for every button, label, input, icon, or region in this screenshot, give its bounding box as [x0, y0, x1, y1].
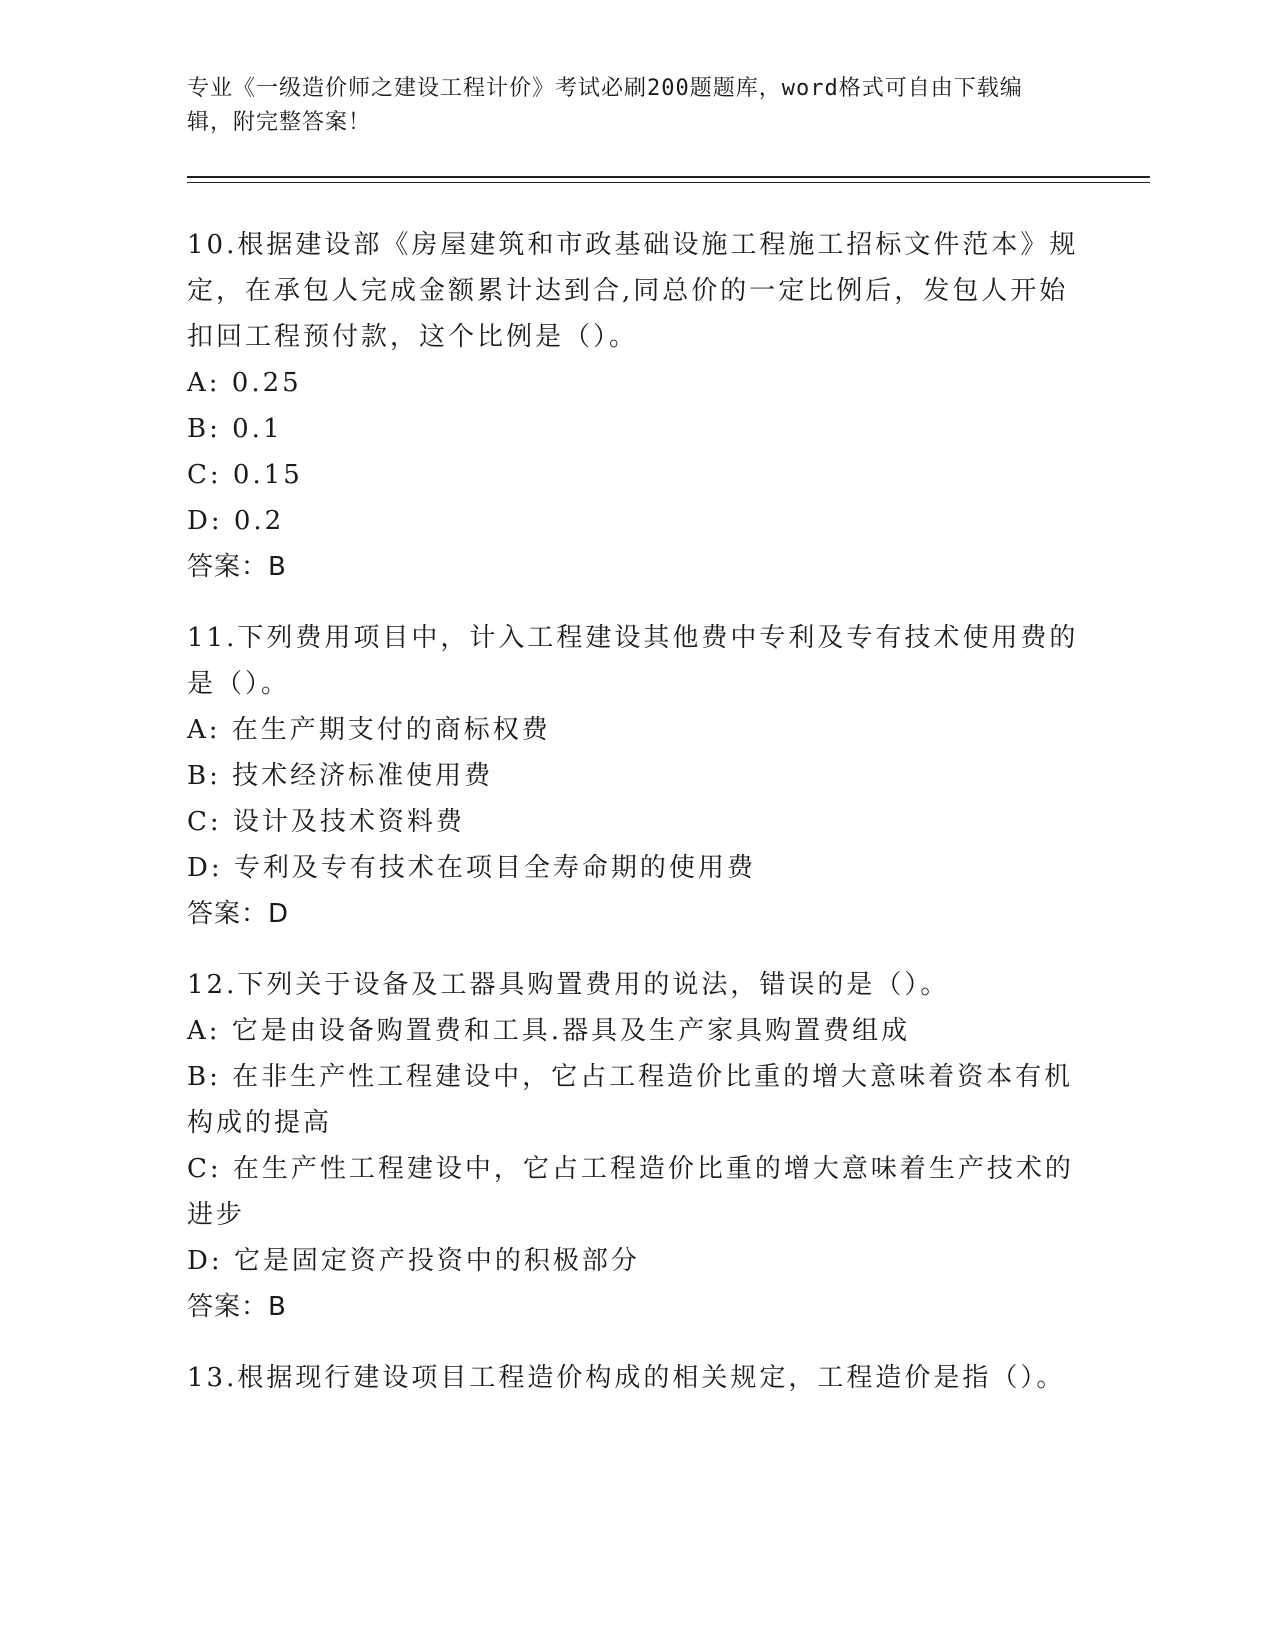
option-d: D: 专利及专有技术在项目全寿命期的使用费 [187, 853, 756, 883]
header-divider-thin [187, 182, 1150, 183]
question-13 [187, 1355, 1087, 1401]
question-stem: 10.根据建设部《房屋建筑和市政基础设施工程施工招标文件范本》规定，在承包人完成金额累计达到合,同总价的一定比例后，发包人开始扣回工程预付款，这个比例是（）。 [187, 230, 1079, 352]
option-c: C: 设计及技术资料费 [187, 807, 465, 837]
question-stem: 13.根据现行建设项目工程造价构成的相关规定，工程造价是指（）。 [187, 1363, 1066, 1393]
answer: 答案：D [187, 899, 290, 929]
option-b: B: 在非生产性工程建设中，它占工程造价比重的增大意味着资本有机构成的提高 [187, 1062, 1074, 1138]
question-stem: 12.下列关于设备及工器具购置费用的说法，错误的是（）。 [187, 970, 950, 1000]
option-c: C: 0.15 [187, 460, 303, 490]
answer: 答案：B [187, 1292, 287, 1322]
option-b: B: 技术经济标准使用费 [187, 761, 494, 791]
option-a: A: 在生产期支付的商标权费 [187, 715, 551, 745]
option-d: D: 0.2 [187, 506, 285, 536]
question-11 [187, 615, 1087, 937]
option-d: D: 它是固定资产投资中的积极部分 [187, 1246, 640, 1276]
header-divider [187, 176, 1150, 178]
answer: 答案：B [187, 552, 287, 582]
option-c: C: 在生产性工程建设中，它占工程造价比重的增大意味着生产技术的进步 [187, 1154, 1074, 1230]
question-10 [187, 222, 1087, 590]
document-header: 专业《一级造价师之建设工程计价》考试必刷200题题库，word格式可自由下载编辑，附完整答案！ [187, 76, 1023, 135]
option-a: A: 0.25 [187, 368, 302, 398]
question-12 [187, 962, 1087, 1330]
question-stem: 11.下列费用项目中，计入工程建设其他费中专利及专有技术使用费的是（）。 [187, 623, 1079, 699]
option-b: B: 0.1 [187, 414, 283, 444]
option-a: A: 它是由设备购置费和工具.器具及生产家具购置费组成 [187, 1016, 911, 1046]
